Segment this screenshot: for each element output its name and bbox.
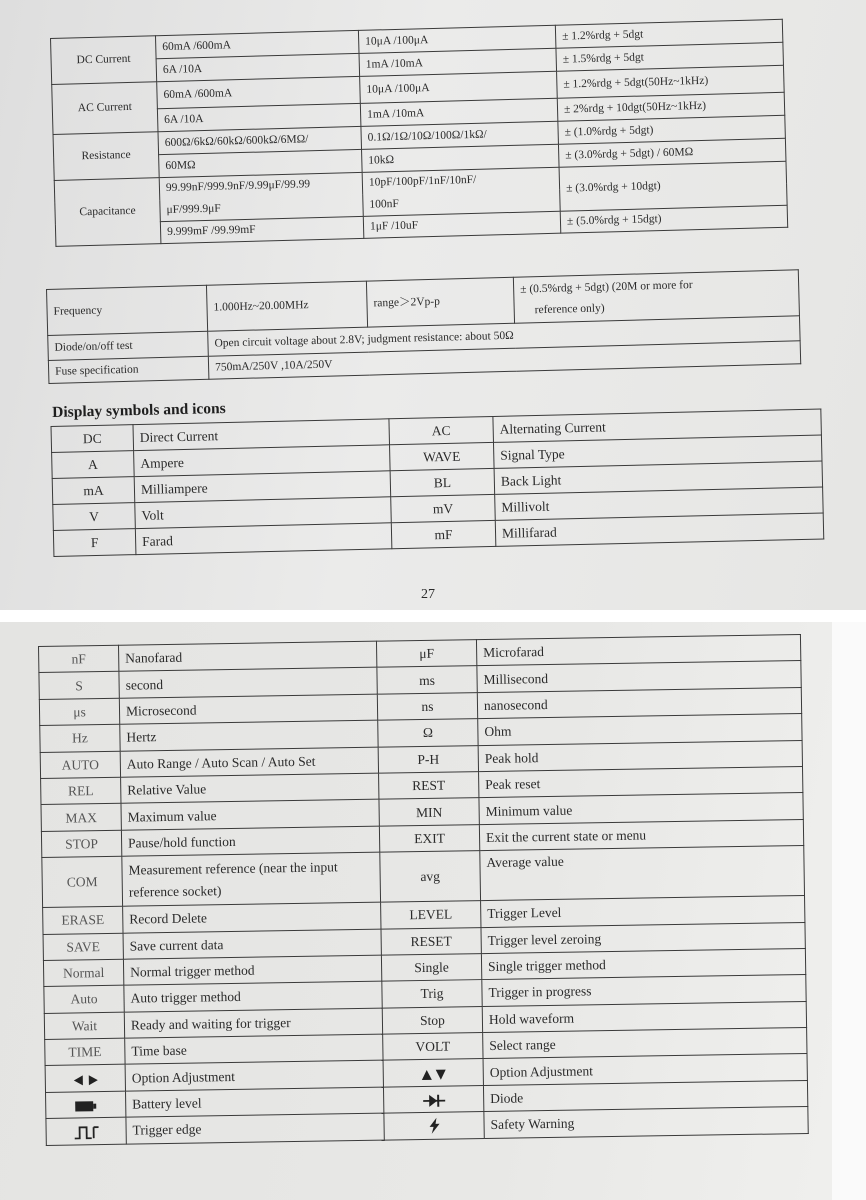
symbol-meaning: Auto trigger method: [124, 981, 382, 1011]
symbol-meaning: Record Delete: [123, 902, 381, 932]
symbol-code: Single: [381, 953, 481, 981]
symbol-meaning: Milliampere: [134, 471, 391, 503]
symbol-code: mF: [391, 520, 496, 548]
spec-resolution: 100nF: [363, 189, 561, 216]
symbol-meaning: Measurement reference (near the input reference socket): [122, 852, 381, 906]
symbol-code: Normal: [43, 959, 123, 987]
spec-resolution: 10μA /100μA: [358, 25, 556, 53]
symbol-meaning: Maximum value: [121, 800, 379, 830]
symbol-meaning: Ampere: [134, 445, 391, 477]
diode-icon: [422, 1091, 446, 1106]
symbol-code: VOLT: [383, 1033, 483, 1061]
spec-range: 600Ω/6kΩ/60kΩ/600kΩ/6MΩ/: [158, 126, 362, 154]
diode-label: Diode/on/off test: [48, 331, 209, 360]
symbol-code: ns: [377, 692, 477, 720]
symbol-code: Auto: [44, 985, 124, 1013]
lightning-icon: [427, 1117, 441, 1132]
frequency-range: 1.000Hz~20.00MHz: [206, 281, 367, 331]
spec-range: 60mA /600mA: [155, 30, 359, 58]
symbol-icon-cell: [46, 1117, 126, 1145]
symbol-meaning: second: [119, 668, 377, 698]
spec-resolution: 10μA /100μA: [360, 71, 558, 103]
symbol-meaning: Trigger level zeroing: [481, 922, 805, 953]
spec-range: 6A /10A: [156, 53, 360, 81]
symbol-meaning: Peak hold: [478, 740, 802, 771]
symbol-code: BL: [390, 468, 495, 496]
symbol-code: avg: [380, 851, 481, 903]
spec-accuracy: ± 1.5%rdg + 5dgt: [556, 42, 784, 71]
symbol-meaning: Option Adjustment: [483, 1054, 807, 1085]
symbol-meaning: Peak reset: [479, 766, 803, 797]
symbol-icon-cell: [45, 1065, 125, 1093]
spec-range: 60mA /600mA: [157, 76, 361, 108]
symbol-code: A: [52, 451, 135, 479]
spec-accuracy: ± 2%rdg + 10dgt(50Hz~1kHz): [557, 92, 785, 121]
spec-table-wrap: [50, 19, 788, 247]
symbol-code: AC: [389, 416, 494, 444]
symbol-meaning: Hold waveform: [482, 1001, 806, 1032]
page-number: 27: [421, 587, 435, 602]
symbol-meaning: Diode: [483, 1080, 807, 1111]
symbol-meaning: Select range: [483, 1028, 807, 1059]
symbols-wrap: [50, 387, 824, 557]
spec-label: Capacitance: [54, 178, 161, 247]
symbol-code: P-H: [378, 745, 478, 773]
page-edge: [832, 622, 866, 1200]
symbol-meaning: Microsecond: [119, 694, 377, 724]
symbol-code: MAX: [41, 804, 121, 832]
symbol-meaning: Pause/hold function: [121, 826, 379, 856]
symbol-meaning: Safety Warning: [484, 1107, 808, 1138]
spec-range: 9.999mF /99.99mF: [160, 216, 364, 243]
symbol-meaning: Microfarad: [476, 635, 800, 666]
symbol-code: REL: [41, 777, 121, 805]
symbol-meaning: Millisecond: [477, 661, 801, 692]
spec-resolution: 1μF /10uF: [363, 211, 561, 238]
spec-accuracy: ± (3.0%rdg + 10dgt): [559, 161, 787, 211]
spec-accuracy: ± 1.2%rdg + 5dgt(50Hz~1kHz): [557, 65, 785, 98]
symbol-code: Stop: [382, 1006, 482, 1034]
symbol-meaning: Farad: [135, 523, 392, 555]
symbol-meaning: nanosecond: [477, 687, 801, 718]
symbol-meaning: Nanofarad: [118, 641, 376, 671]
symbol-code: μs: [39, 698, 119, 726]
symbol-code: SAVE: [43, 933, 123, 961]
symbol-icon-cell: [383, 1059, 483, 1087]
symbol-meaning: Battery level: [126, 1087, 384, 1117]
up-down-arrows-icon: [420, 1065, 446, 1080]
symbol-code: mV: [391, 494, 496, 522]
fuse-value: 750mA/250V ,10A/250V: [208, 341, 800, 379]
frequency-input: range＞2Vp-p: [366, 277, 514, 327]
spec-resolution: 1mA /10mA: [359, 48, 557, 76]
symbol-meaning: Option Adjustment: [125, 1061, 383, 1091]
battery-icon: [74, 1097, 98, 1112]
symbol-meaning: Single trigger method: [481, 948, 805, 979]
symbol-code: DC: [51, 425, 134, 453]
spec-accuracy: ± (1.0%rdg + 5dgt): [558, 115, 786, 144]
spec-range: 60MΩ: [159, 149, 363, 177]
symbol-code: STOP: [41, 830, 121, 858]
symbol-code: ms: [377, 666, 477, 694]
symbol-meaning: Trigger edge: [126, 1113, 384, 1143]
spec-label: DC Current: [51, 36, 157, 85]
symbol-code: F: [53, 529, 136, 557]
symbol-code: WAVE: [390, 442, 495, 470]
symbol-code: LEVEL: [381, 901, 481, 929]
fuse-label: Fuse specification: [48, 356, 209, 383]
frequency-accuracy-line: reference only): [534, 301, 605, 316]
symbol-icon-cell: [383, 1085, 483, 1113]
spec-resolution: 1mA /10mA: [360, 98, 558, 126]
symbols-table-continued-wrap: [38, 634, 809, 1146]
symbol-code: Wait: [44, 1012, 124, 1040]
symbol-code: μF: [376, 640, 476, 668]
trigger-edge-icon: [73, 1123, 99, 1138]
symbol-meaning: Signal Type: [493, 435, 822, 468]
spec-resolution: 10kΩ: [362, 144, 560, 172]
symbol-meaning: Trigger in progress: [482, 975, 806, 1006]
symbol-code: Hz: [40, 724, 120, 752]
misc-spec-wrap: [46, 269, 801, 384]
spec-label: Resistance: [53, 132, 159, 181]
symbol-code: V: [53, 503, 136, 531]
misc-spec-table: [46, 269, 801, 384]
symbol-code: COM: [42, 856, 123, 907]
symbol-meaning: Relative Value: [121, 773, 379, 803]
symbols-table-continued: [38, 634, 809, 1146]
frequency-label: Frequency: [47, 285, 208, 335]
spec-resolution: 10pF/100pF/1nF/10nF/: [362, 167, 560, 194]
symbol-code: RESET: [381, 927, 481, 955]
spec-resolution: 0.1Ω/1Ω/10Ω/100Ω/1kΩ/: [361, 121, 559, 149]
frequency-accuracy-line: ± (0.5%rdg + 5dgt) (20M or more for: [520, 278, 693, 296]
symbol-icon-cell: [384, 1112, 484, 1140]
symbol-code: Ω: [378, 719, 478, 747]
symbol-meaning: Millifarad: [495, 513, 824, 546]
spec-accuracy: ± (3.0%rdg + 5dgt) / 60MΩ: [558, 138, 786, 167]
symbol-code: Trig: [382, 980, 482, 1008]
symbol-meaning: Millivolt: [495, 487, 824, 520]
symbol-code: REST: [379, 772, 479, 800]
symbol-code: EXIT: [379, 824, 479, 852]
symbol-meaning: Alternating Current: [493, 409, 822, 442]
symbol-meaning: Minimum value: [479, 793, 803, 824]
symbol-code: ERASE: [43, 906, 123, 934]
symbol-meaning: Direct Current: [133, 419, 390, 451]
left-right-arrows-icon: [72, 1071, 98, 1086]
symbol-meaning: Hertz: [120, 720, 378, 750]
symbol-meaning: Average value: [480, 846, 805, 901]
symbol-meaning: Ohm: [478, 714, 802, 745]
symbol-meaning: Auto Range / Auto Scan / Auto Set: [120, 747, 378, 777]
symbol-meaning: Ready and waiting for trigger: [124, 1008, 382, 1038]
manual-page-28: [0, 622, 866, 1200]
symbol-meaning: Save current data: [123, 929, 381, 959]
symbol-code: nF: [39, 645, 119, 673]
symbol-meaning: Time base: [125, 1034, 383, 1064]
symbol-code: TIME: [45, 1038, 125, 1066]
symbol-meaning: Exit the current state or menu: [479, 819, 803, 850]
spec-range: 6A /10A: [157, 103, 361, 131]
symbol-code: AUTO: [40, 751, 120, 779]
symbol-icon-cell: [46, 1091, 126, 1119]
symbols-heading: Display symbols and icons: [51, 400, 226, 421]
symbol-code: S: [39, 672, 119, 700]
symbol-code: mA: [52, 477, 135, 505]
spec-range: μF/999.9μF: [160, 194, 364, 221]
symbol-meaning: Normal trigger method: [123, 955, 381, 985]
symbols-table: [50, 409, 824, 557]
diode-value: Open circuit voltage about 2.8V; judgment resistance: about 50Ω: [208, 316, 800, 356]
symbol-meaning: Trigger Level: [481, 896, 805, 927]
spec-accuracy: ± 1.2%rdg + 5dgt: [555, 19, 783, 48]
symbol-meaning: Volt: [135, 497, 392, 529]
symbol-meaning: Back Light: [494, 461, 823, 494]
frequency-accuracy: [513, 270, 799, 323]
spec-range: 99.99nF/999.9nF/9.99μF/99.99: [159, 172, 363, 199]
spec-label: AC Current: [52, 82, 158, 135]
spec-table: [50, 19, 788, 247]
symbol-code: MIN: [379, 798, 479, 826]
spec-accuracy: ± (5.0%rdg + 15dgt): [560, 205, 787, 233]
